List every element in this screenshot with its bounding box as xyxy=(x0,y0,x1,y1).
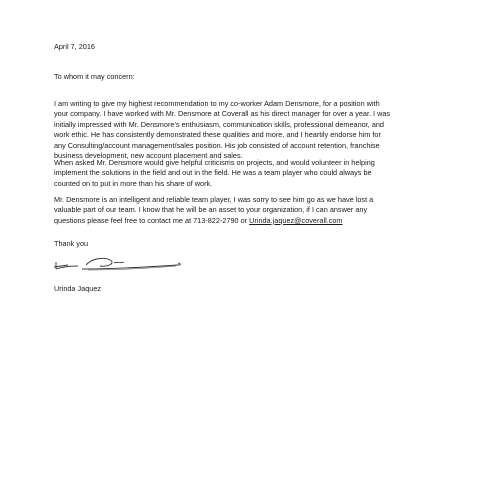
signer-name: Urinda Jaquez xyxy=(54,284,102,293)
paragraph-line: When asked Mr. Densmore would give helpful criticisms on projects, and would volunteer in helping xyxy=(54,158,375,167)
paragraph-line: I am writing to give my highest recommendation to my co-worker Adam Densmore, for a position with xyxy=(54,99,380,108)
letter-date: April 7, 2016 xyxy=(54,42,95,51)
paragraph-closing-remarks xyxy=(54,195,439,226)
paragraph-line: Mr. Densmore is an intelligent and reliable team player, I was sorry to see him go as we have lost a xyxy=(54,195,374,204)
paragraph-line: valuable part of our team. I know that he will be an asset to your organization, if I can answer any xyxy=(54,205,368,215)
paragraph-line: your company. I have worked with Mr. Densmore at Coverall as his direct manager for over a year. I was xyxy=(54,109,391,119)
paragraph-line: implement the solutions in the field and out in the field. He was a team player who could always be xyxy=(54,168,372,178)
email-link[interactable]: Urinda.jaquez@coverall.com xyxy=(249,215,343,225)
paragraph-teamwork xyxy=(54,158,439,189)
paragraph-line: work ethic. He has consistently demonstrated these qualities and more, and I heartily endorse him for xyxy=(54,130,381,140)
letter-salutation: To whom it may concern: xyxy=(54,72,135,81)
paragraph-line: any Consulting/account management/sales position. His job consisted of account retention, franchise xyxy=(54,140,380,150)
paragraph-line-contact xyxy=(54,216,439,226)
paragraph-recommendation xyxy=(54,99,439,161)
paragraph-line: initially impressed with Mr. Densmore’s enthusiasm, communication skills, professional demeanor, and xyxy=(54,119,384,129)
paragraph-line: counted on to put in more than his share of work. xyxy=(54,178,213,188)
letter-closing: Thank you xyxy=(54,239,89,248)
contact-text: questions please feel free to contact me at 713-822-2790 or xyxy=(54,215,250,225)
handwritten-signature xyxy=(48,254,183,276)
paragraph-line: business development, new account placement and sales. xyxy=(54,151,243,161)
